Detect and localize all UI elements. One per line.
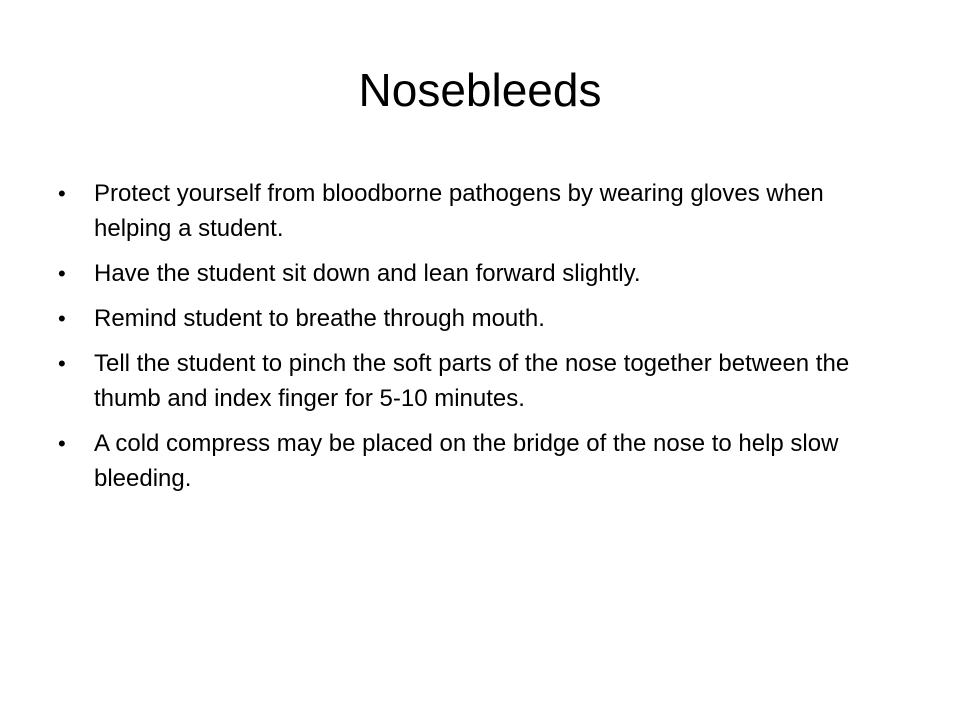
slide-title: Nosebleeds (358, 64, 602, 116)
bullet-item (54, 426, 894, 496)
bullet-text: Remind student to breathe through mouth. (94, 305, 545, 332)
bullet-dot-icon: • (58, 261, 66, 286)
bullet-item (54, 256, 894, 291)
bullet-dot-icon: • (58, 351, 66, 376)
bullet-text: Protect yourself from bloodborne pathogens by wearing gloves when helping a student. (94, 180, 824, 242)
bullet-dot-icon: • (58, 306, 66, 331)
bullet-list (54, 176, 894, 506)
bullet-text: A cold compress may be placed on the bridge of the nose to help slow bleeding. (94, 430, 839, 492)
bullet-dot-icon: • (58, 431, 66, 456)
bullet-item (54, 301, 894, 336)
bullet-item (54, 176, 894, 246)
bullet-text: Have the student sit down and lean forward slightly. (94, 260, 641, 287)
bullet-text: Tell the student to pinch the soft parts of the nose together between the thumb and index finger for 5-10 minutes. (94, 350, 850, 412)
bullet-dot-icon: • (58, 181, 66, 206)
bullet-item (54, 346, 894, 416)
